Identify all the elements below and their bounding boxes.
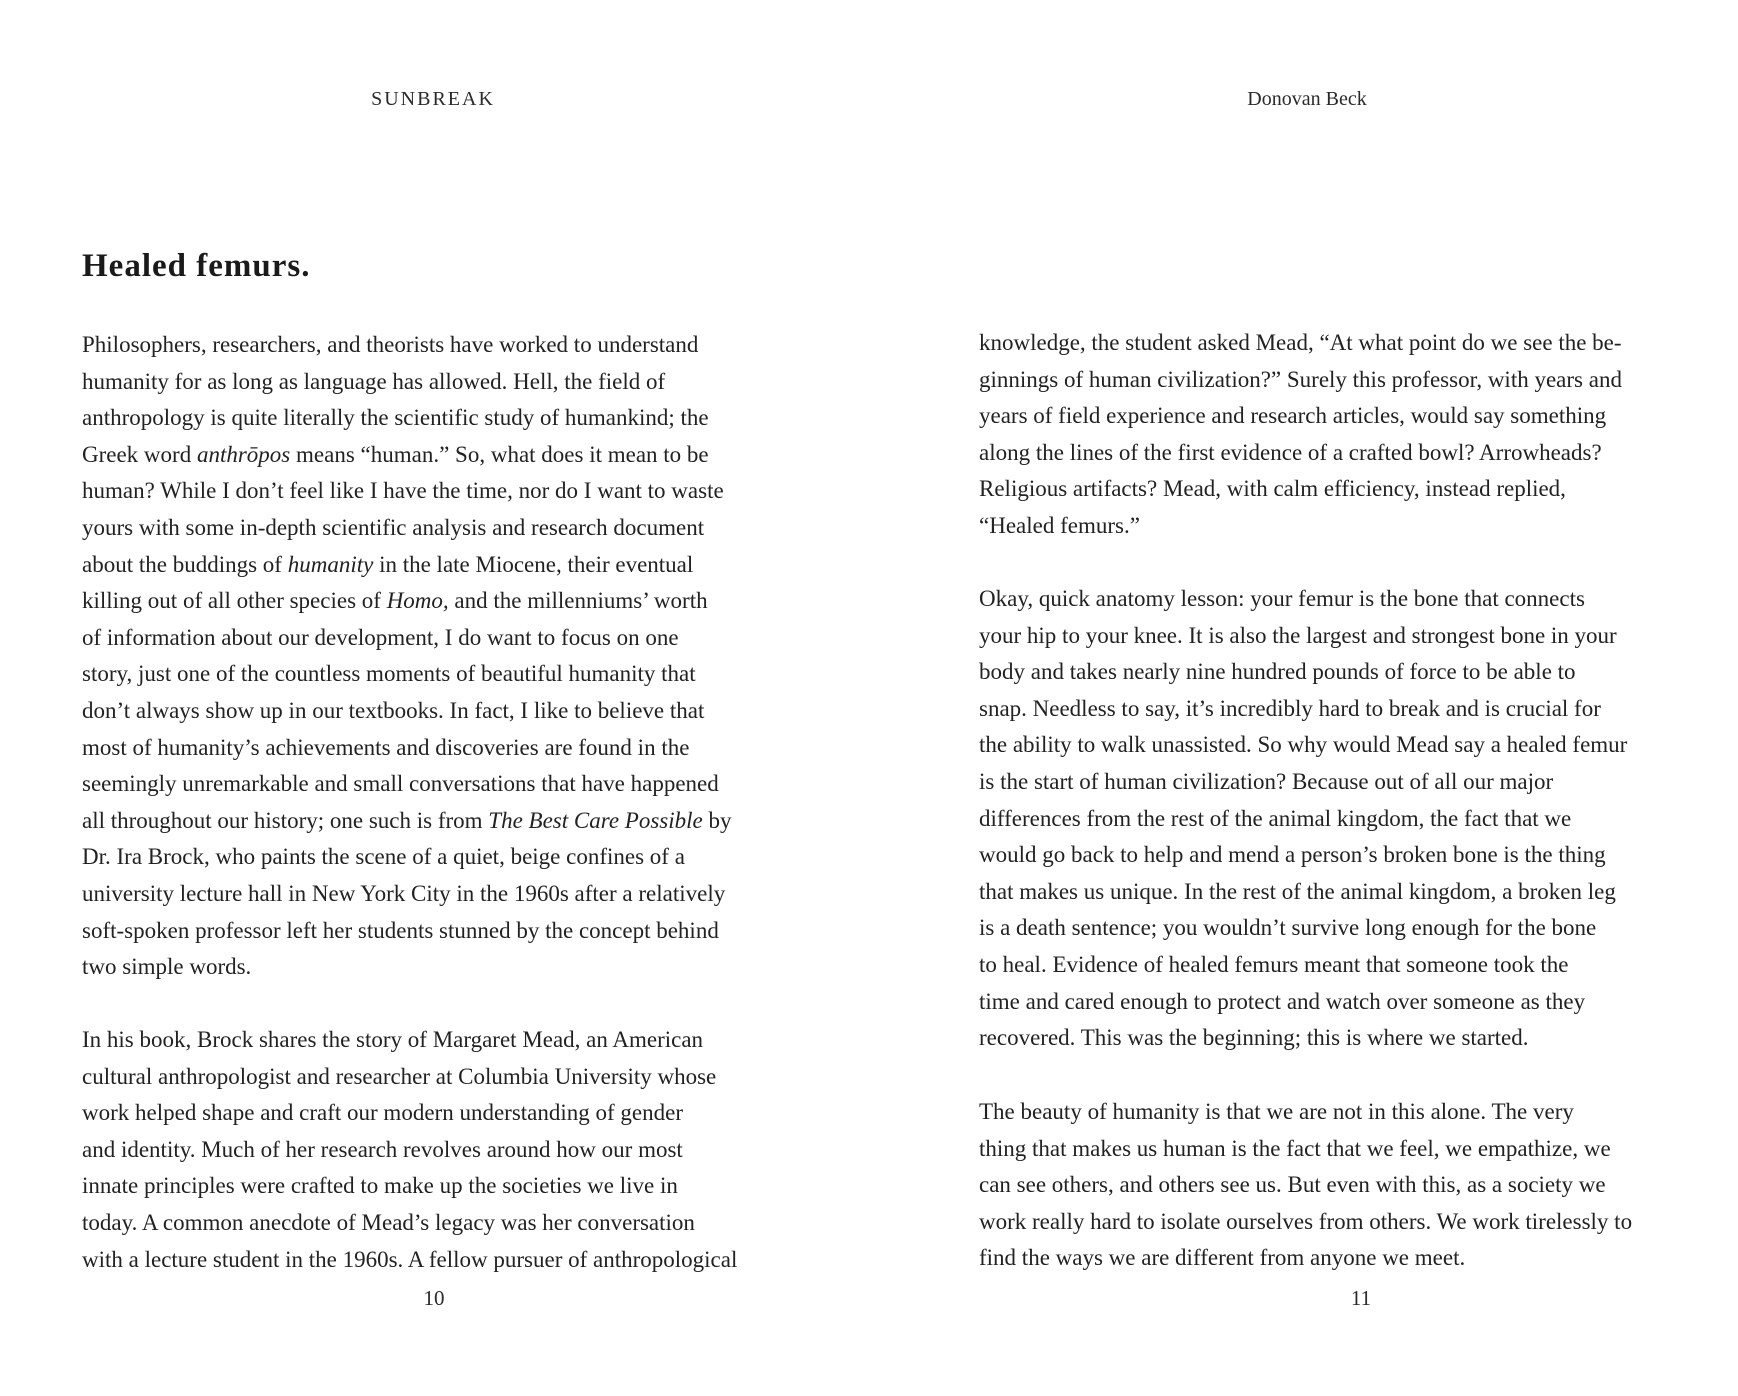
text-line: yours with some in-depth scientific analysis and research document [82,514,705,540]
text-line: snap. Needless to say, it’s incredibly hard to break and is crucial for [979,695,1601,721]
text-line: is the start of human civilization? Because out of all our major [979,768,1554,794]
text-line: along the lines of the first evidence of a crafted bowl? Arrowheads? [979,439,1602,465]
text-line: “Healed femurs.” [979,512,1140,538]
right-paragraph-3 [979,1094,1632,1277]
text-line: all throughout our history; one such is from The Best Care Possible by [82,807,732,833]
text-line: anthropology is quite literally the scientific study of humankind; the [82,405,709,431]
text-line: cultural anthropologist and researcher at Columbia University whose [82,1063,717,1089]
text-line: that makes us unique. In the rest of the animal kingdom, a broken leg [979,878,1616,904]
text-line: seemingly unremarkable and small conversations that have happened [82,771,719,797]
text-line: most of humanity’s achievements and discoveries are found in the [82,734,690,760]
running-head-book-title: SUNBREAK [371,88,495,110]
text-line: can see others, and others see us. But even with this, as a society we [979,1172,1606,1198]
text-line: today. A common anecdote of Mead’s legacy was her conversation [82,1209,695,1235]
text-line: recovered. This was the beginning; this is where we started. [979,1025,1529,1051]
text-line: work really hard to isolate ourselves from others. We work tirelessly to [979,1208,1633,1234]
text-line: Religious artifacts? Mead, with calm efficiency, instead replied, [979,476,1566,502]
text-line: two simple words. [82,954,252,980]
page-number: 10 [423,1286,445,1310]
text-line: Dr. Ira Brock, who paints the scene of a quiet, beige confines of a [82,844,685,870]
text-line: ginnings of human civilization?” Surely this professor, with years and [979,366,1622,392]
right-paragraph-2 [979,581,1627,1057]
text-line: don’t always show up in our textbooks. In fact, I like to believe that [82,697,705,723]
text-line: about the buddings of humanity in the late Miocene, their eventual [82,551,694,577]
text-line: the ability to walk unassisted. So why would Mead say a healed femur [979,732,1628,758]
text-line: Philosophers, researchers, and theorists have worked to understand [82,332,699,357]
text-line: with a lecture student in the 1960s. A fellow pursuer of anthropological [82,1246,738,1272]
text-line: soft-spoken professor left her students stunned by the concept behind [82,917,719,943]
text-line: Greek word anthrōpos means “human.” So, what does it mean to be [82,441,709,467]
right-paragraph-1 [979,325,1622,545]
text-line: knowledge, the student asked Mead, “At what point do we see the be- [979,330,1622,355]
chapter-title: Healed femurs. [82,248,311,284]
italic-term-humanity: humanity [287,551,374,577]
italic-term-homo: Homo, [386,588,449,614]
page-number: 11 [1350,1286,1372,1310]
text-line: In his book, Brock shares the story of Margaret Mead, an American [82,1027,704,1052]
text-line: university lecture hall in New York City in the 1960s after a relatively [82,880,726,906]
italic-book-title: The Best Care Possible [488,807,703,833]
text-line: work helped shape and craft our modern understanding of gender [82,1100,683,1126]
text-line: of information about our development, I do want to focus on one [82,624,679,650]
text-line: story, just one of the countless moments of beautiful humanity that [82,661,696,687]
text-line: The beauty of humanity is that we are not in this alone. The very [979,1099,1574,1124]
text-line: and identity. Much of her research revolves around how our most [82,1136,683,1162]
text-line: find the ways we are different from anyone we meet. [979,1245,1466,1271]
text-line: innate principles were crafted to make up the societies we live in [82,1173,678,1199]
text-line: killing out of all other species of Homo, and the millenniums’ worth [82,588,708,614]
text-line: to heal. Evidence of healed femurs meant that someone took the [979,951,1569,977]
text-line: human? While I don’t feel like I have the time, nor do I want to waste [82,478,724,504]
italic-term-anthropos: anthrōpos [196,441,291,467]
text-line: differences from the rest of the animal kingdom, the fact that we [979,805,1572,831]
text-line: humanity for as long as language has allowed. Hell, the field of [82,368,666,394]
text-line: years of field experience and research articles, would say something [979,403,1607,429]
text-line: would go back to help and mend a person’s broken bone is the thing [979,842,1606,868]
text-line: Okay, quick anatomy lesson: your femur is the bone that connects [979,586,1585,611]
text-line: your hip to your knee. It is also the largest and strongest bone in your [979,622,1617,648]
text-line: thing that makes us human is the fact that we feel, we empathize, we [979,1135,1611,1161]
text-line: is a death sentence; you wouldn’t survive long enough for the bone [979,915,1597,941]
left-paragraph-2 [82,1022,737,1278]
running-head-author: Donovan Beck [1247,88,1367,110]
text-line: time and cared enough to protect and watch over someone as they [979,988,1586,1014]
right-page [869,0,1738,1396]
text-line: body and takes nearly nine hundred pounds of force to be able to [979,659,1576,685]
left-paragraph-1 [82,327,731,986]
